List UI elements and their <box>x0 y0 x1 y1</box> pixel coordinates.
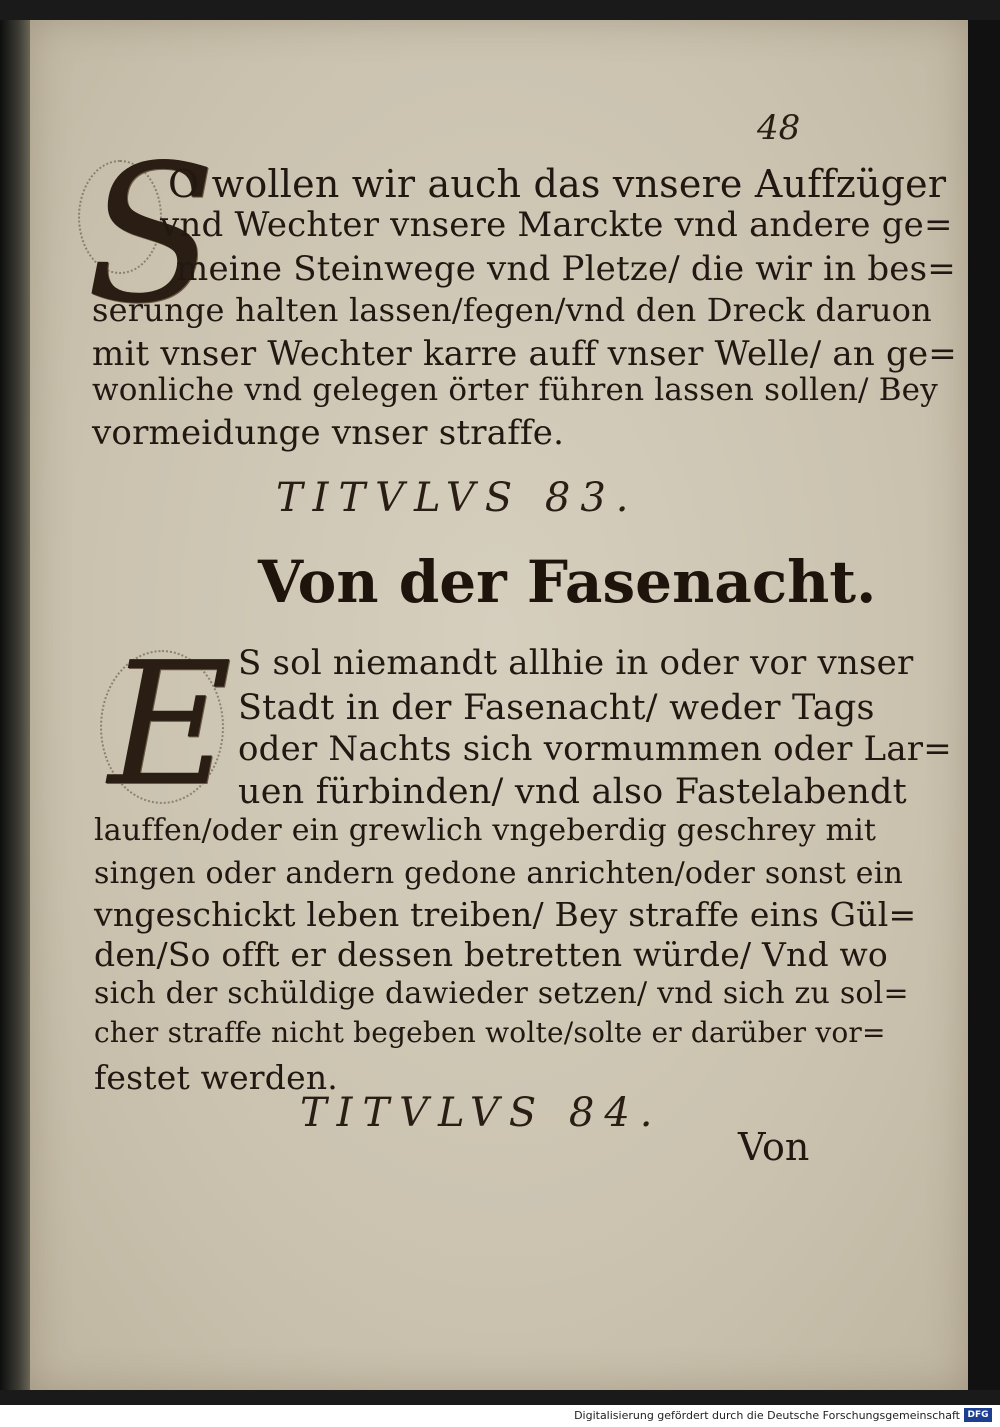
text-line: mit vnser Wechter karre auff vnser Welle/ an ge= <box>92 334 957 374</box>
text-line: meine Steinwege vnd Pletze/ die wir in bes= <box>176 249 956 289</box>
titulus-heading: TITVLVS 83. <box>276 475 639 521</box>
decorated-initial-e: E <box>108 626 233 824</box>
dfg-logo: DFG <box>964 1408 992 1422</box>
text-line: vormeidunge vnser straffe. <box>92 413 565 453</box>
text-line: den/So offt er dessen betretten würde/ Vnd wo <box>94 935 888 974</box>
text-line: oder Nachts sich vormummen oder Lar= <box>238 729 952 769</box>
footer-bar <box>0 1405 1000 1427</box>
text-line: sich der schüldige dawieder setzen/ vnd sich zu sol= <box>94 976 909 1011</box>
text-line: wonliche vnd gelegen örter führen lassen sollen/ Bey <box>92 372 938 408</box>
funding-credit: Digitalisierung gefördert durch die Deutsche Forschungsgemeinschaft <box>574 1409 960 1422</box>
decorated-initial-s: S <box>86 124 217 345</box>
text-line: uen fürbinden/ vnd also Fastelabendt <box>238 772 907 812</box>
book-spine <box>0 20 30 1390</box>
text-line: singen oder andern gedone anrichten/oder sonst ein <box>94 856 904 891</box>
page-edge <box>968 20 1000 1390</box>
text-line: serunge halten lassen/fegen/vnd den Dreck daruon <box>92 291 932 329</box>
text-line: O wollen wir auch das vnsere Auffzüger <box>168 162 947 206</box>
text-line: Stadt in der Fasenacht/ weder Tags <box>238 688 875 728</box>
text-line: S sol niemandt allhie in oder vor vnser <box>238 643 914 683</box>
text-line: lauffen/oder ein grewlich vngeberdig geschrey mit <box>94 813 877 848</box>
text-line: festet werden. <box>94 1058 338 1097</box>
text-line: vngeschickt leben treiben/ Bey straffe eins Gül= <box>94 895 917 934</box>
titulus-heading: TITVLVS 84. <box>300 1090 663 1136</box>
text-line: vnd Wechter vnsere Marckte vnd andere ge= <box>160 205 953 245</box>
catchword: Von <box>738 1125 810 1169</box>
section-heading: Von der Fasenacht. <box>258 548 877 616</box>
text-line: cher straffe nicht begeben wolte/solte er darüber vor= <box>94 1016 886 1049</box>
page-number: 48 <box>757 108 801 148</box>
